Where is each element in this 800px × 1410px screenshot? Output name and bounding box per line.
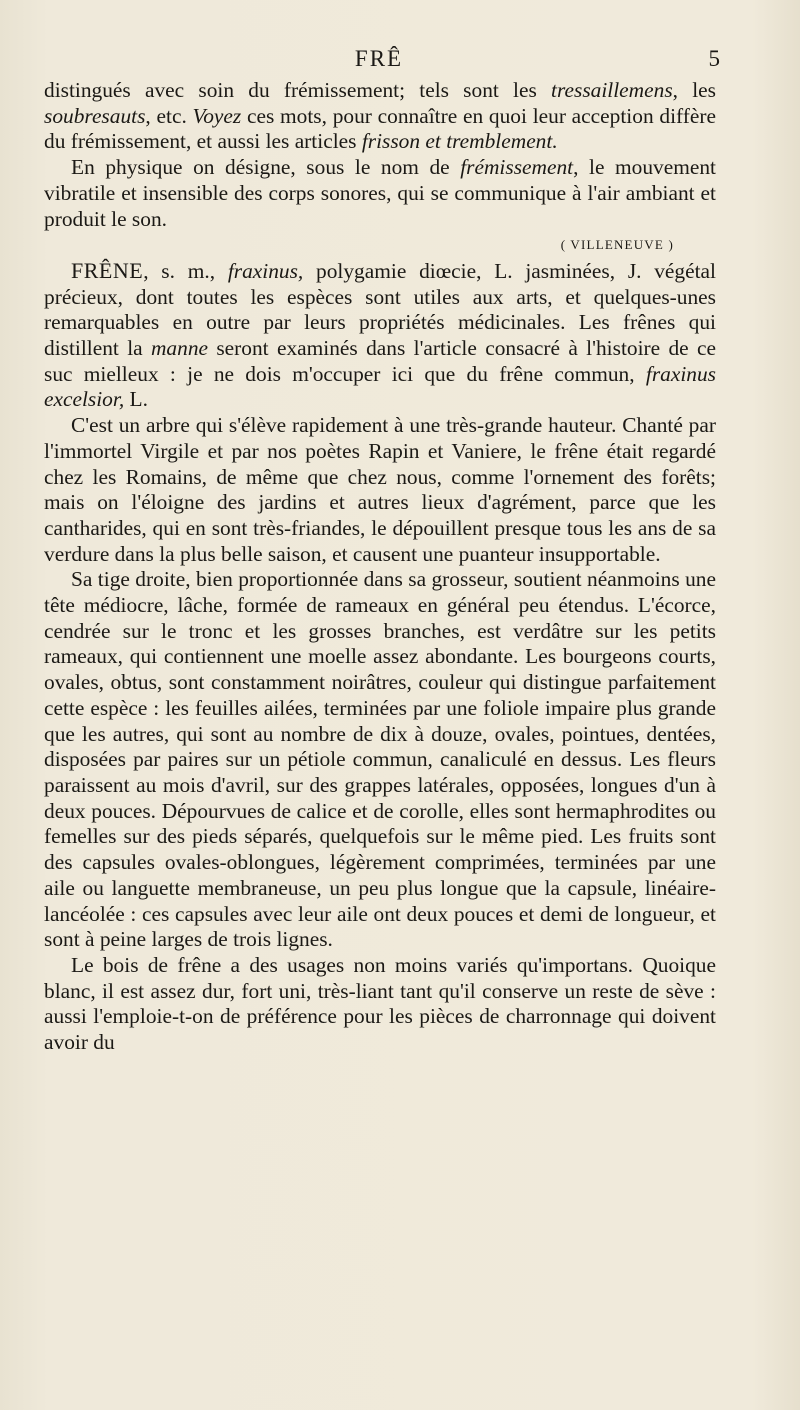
italic-term: soubresauts xyxy=(44,103,146,128)
author-signature: ( VILLENEUVE ) xyxy=(560,237,674,253)
italic-term: Voyez xyxy=(192,103,242,128)
text-run: , etc. xyxy=(145,103,193,128)
text-run: polygamie diœcie, L. jasminées, J. végétal précieux, dont toutes les espèces sont utiles aux arts, et quelques-unes remarquables en outre par leurs propriétés médicinales. Les frênes qui distillent la xyxy=(44,258,716,361)
entry-headword: FRÊNE xyxy=(71,257,144,283)
paragraph-physique xyxy=(44,155,716,232)
running-head: FRÊ xyxy=(354,46,404,71)
italic-term: fraxinus excelsior, xyxy=(44,361,716,412)
text-run: L. xyxy=(124,387,148,412)
entry-frene xyxy=(44,258,716,413)
paragraph-bois: Le bois de frêne a des usages non moins variés qu'importans. Quoique blanc, il est assez dur, fort uni, très-liant tant qu'il conserve un reste de sève : aussi l'emploie-t-on de préférence pour les pièces de charronnage qui doivent avoir du xyxy=(44,952,716,1055)
text-run: ces mots, pour connaître en quoi leur acception diffère du frémissement, et aussi les articles xyxy=(44,103,716,154)
italic-term: frisson et tremblement. xyxy=(361,129,558,154)
paragraph-continued xyxy=(44,78,716,155)
paragraph-description: Sa tige droite, bien proportionnée dans sa grosseur, soutient néanmoins une tête médiocre, lâche, formée de rameaux en général peu étendus. L'écorce, cendrée sur le tronc et les grosses branches, est verdâtre sur les petits rameaux, qui contiennent une moelle assez abondante. Les bourgeons courts, ovales, obtus, sont constamment noirâtres, couleur qui distingue parfaitement cette espèce : les feuilles ailées, terminées par une foliole impaire plus grande que les autres, qui sont au nombre de dix à douze, ovales, pointues, dentées, disposées par paires sur un pétiole commun, canaliculé en dessus. Les fleurs paraissent au mois d'avril, sur des grappes latérales, opposées, longues d'un à deux pouces. Dépourvues de calice et de corolle, elles sont hermaphrodites ou femelles sur des pieds séparés, quelquefois sur le même pied. Les fruits sont des capsules ovales-oblongues, légèrement comprimées, terminées par une aile ou languette membraneuse, un peu plus longue que la capsule, linéaire-lancéolée : ces capsules avec leur aile ont deux pouces et demi de longueur, et sont à peine larges de trois lignes. xyxy=(44,567,716,952)
page-header xyxy=(40,46,718,76)
text-run: , le mouvement vibratile et insensible des corps sonores, qui se communique à l'air ambiant et produit le son. xyxy=(44,155,716,231)
text-run: distingués avec soin du frémissement; tels sont les xyxy=(44,78,552,102)
page-number: 5 xyxy=(708,46,720,71)
italic-term: manne xyxy=(150,336,209,361)
text-run: , s. m., xyxy=(143,258,228,283)
text-run: seront examinés dans l'article consacré à l'histoire de ce suc mielleux : je ne dois m'occuper ici que du frêne commun, xyxy=(44,336,716,386)
italic-term: tressaillemens xyxy=(551,78,673,102)
italic-term: fraxinus, xyxy=(227,258,304,283)
italic-term: frémissement xyxy=(460,155,574,180)
paragraph-arbre: C'est un arbre qui s'élève rapidement à une très-grande hauteur. Chanté par l'immortel Virgile et par nos poètes Rapin et Vaniere, le frêne était regardé chez les Romains, de même que chez nous, comme l'ornement des forêts; mais on l'éloigne des jardins et autres lieux d'agrément, parce que les cantharides, qui en sont très-friandes, le dépouillent presque tous les ans de sa verdure dans la plus belle saison, et causent une puanteur insupportable. xyxy=(44,413,716,566)
body-text xyxy=(44,78,716,1056)
text-run: En physique on désigne, sous le nom de xyxy=(71,155,461,180)
text-run: , les xyxy=(672,78,716,102)
